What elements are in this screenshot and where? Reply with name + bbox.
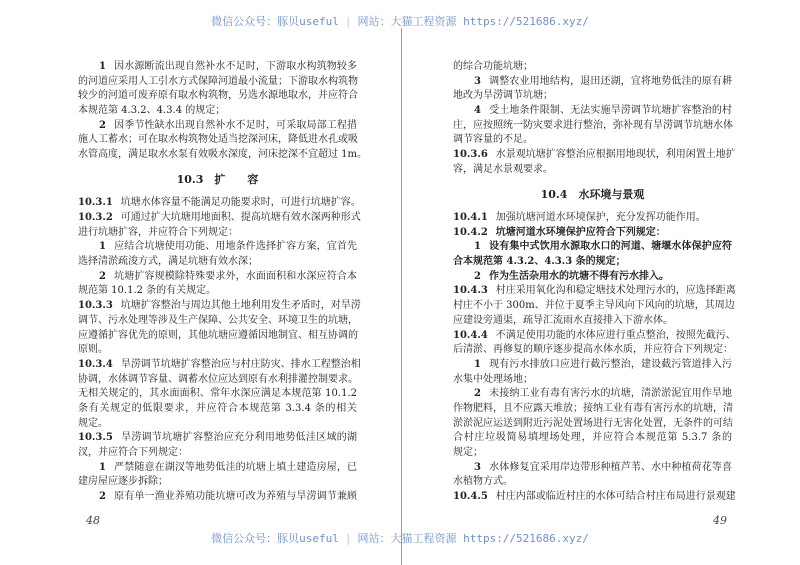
line-text: 坑塘河道水环境保护应符合下列规定： (495, 226, 666, 238)
text-line (453, 431, 732, 446)
line-text: 旱涝调节坑塘扩容整治应与村庄防灾、排水工程整治相 (120, 358, 361, 370)
list-item-line (78, 461, 357, 476)
list-item-line (78, 490, 357, 505)
line-text: 调节、污水处理等涉及生产保障、公共安全、环境卫生的坑塘， (78, 314, 358, 326)
line-text: 原有单一渔业养殖功能坑塘可改为养殖与旱涝调节兼顾 (113, 491, 357, 503)
clause-line (453, 329, 736, 344)
clause-line (78, 431, 357, 446)
line-text: 水景观坑塘扩容整治应根据用地现状，利用闲置土地扩 (495, 149, 736, 161)
text-line (453, 402, 732, 417)
clause-number: 10.3.6 (453, 149, 488, 161)
clause-line (453, 490, 736, 505)
text-line (453, 89, 732, 104)
text-line (78, 329, 357, 344)
line-text: 协调，水体调节容量、调蓄水位应达到原有水利排灌控制要求。 (78, 373, 358, 385)
line-text: 不满足使用功能的水体应进行重点整治，按照先截污、 (495, 329, 736, 341)
line-text: 合本规范第 4.3.2、4.3.3 条的规定； (453, 256, 626, 268)
watermark-bottom (0, 530, 800, 546)
text-line (453, 314, 732, 329)
text-line (78, 475, 357, 490)
text-line (78, 373, 357, 388)
line-text: 坑塘水体容量不能满足功能要求时，可进行坑塘扩容。 (120, 197, 361, 209)
line-text: 选择清淤疏浚方式，满足坑塘有效水深； (78, 256, 258, 268)
list-item-line (78, 270, 357, 285)
right-page-number: 49 (713, 514, 727, 527)
item-number: 2 (474, 388, 481, 400)
list-item-line (78, 60, 357, 75)
clause-line (78, 196, 361, 211)
line-text: 施人工蓄水；可在取水构筑物处适当挖深河床，降低进水孔或吸 (78, 134, 358, 146)
text-line (78, 148, 368, 163)
line-text: 水体修复宜采用岸边带形种植芦苇、水中种植荷花等喜 (488, 461, 732, 473)
line-text: 作为生活杂用水的坑塘不得有污水排入。 (488, 270, 669, 282)
clause-number: 10.4.2 (453, 226, 488, 238)
line-text: 进行坑塘扩容，并应符合下列规定： (78, 226, 238, 238)
clause-line (453, 148, 736, 163)
watermark-site: 网站：大猫工程资源 https://521686.xyz/ (357, 532, 589, 545)
list-item-line (453, 104, 732, 119)
left-page-text (78, 60, 368, 505)
text-line (453, 60, 732, 75)
line-text: 因季节性缺水出现自然补水不足时，可采取局部工程措 (113, 119, 357, 131)
text-line (453, 475, 732, 490)
text-line (78, 284, 357, 299)
text-line (78, 226, 357, 241)
clause-number: 10.3.2 (78, 212, 113, 223)
line-text: 后清淤、再修复的顺序逐步提高水体水质，并应符合下列规定： (453, 344, 733, 356)
clause-line (453, 226, 732, 241)
text-line (78, 446, 357, 461)
line-text: 规定。 (78, 417, 108, 429)
watermark-wechat: 微信公众号：豚贝useful (211, 532, 339, 545)
text-line (78, 89, 357, 104)
text-line (453, 255, 732, 270)
line-text: 现有污水排放口应进行截污整治，建设截污管道排入污 (488, 358, 732, 370)
section-heading: 10.4 水环境与景观 (540, 187, 645, 201)
text-line (78, 104, 357, 119)
text-line (78, 343, 357, 358)
clause-line (78, 299, 361, 314)
line-text: 受土地条件限制、无法实施旱涝调节坑塘扩容整治的村 (488, 105, 732, 117)
text-line (78, 133, 357, 148)
line-text: 坑塘扩容整治与周边其他土地利用发生矛盾时，对旱涝 (120, 300, 361, 312)
text-line (78, 255, 357, 270)
text-line (78, 314, 357, 329)
list-item-line (453, 461, 732, 476)
text-line (453, 119, 732, 134)
watermark-site: 网站：大猫工程资源 https://521686.xyz/ (357, 15, 589, 28)
list-item-line (453, 240, 732, 255)
line-text: 加强坑塘河道水环境保护，充分发挥功能作用。 (495, 212, 706, 223)
line-text: 条有关规定的低限要求，并应符合本规范第 3.3.4 条的相关 (78, 402, 357, 414)
watermark-separator: | (344, 15, 352, 28)
line-text: 严禁随意在湖汊等地势低洼的坑塘上填土建造房屋，已 (113, 461, 357, 473)
line-text: 的综合功能坑塘； (453, 61, 533, 72)
item-number: 1 (99, 241, 106, 253)
clause-number: 10.4.5 (453, 491, 488, 503)
item-number: 2 (99, 270, 106, 282)
line-text: 坑塘扩容规模除特殊要求外，水面面积和水深应符合本 (113, 270, 357, 282)
item-number: 2 (99, 119, 106, 131)
line-text: 本规范第 4.3.2、4.3.4 的规定； (78, 105, 226, 117)
clause-number: 10.3.4 (78, 358, 113, 370)
clause-number: 10.3.3 (78, 300, 113, 312)
item-number: 3 (474, 75, 481, 87)
line-text: 调节容量的不足。 (453, 134, 533, 146)
watermark-top (0, 13, 800, 29)
line-text: 合村庄垃圾简易填埋场处理，并应符合本规范第 5.3.7 条的 (453, 432, 732, 444)
item-number: 4 (474, 105, 481, 117)
text-line (453, 299, 735, 314)
text-line (453, 133, 732, 148)
right-page-text (453, 60, 736, 505)
clause-number: 10.4.1 (453, 212, 488, 223)
item-number: 1 (474, 358, 481, 370)
text-line (78, 75, 357, 90)
line-text: 村庄内部或临近村庄的水体可结合村庄布局进行景观建 (495, 491, 736, 503)
line-text: 淤淤泥应运送到附近污泥处置场进行无害化处置，无条件的可结 (453, 417, 733, 429)
line-text: 作物肥料，且不应露天堆放；接纳工业有毒有害污水的坑塘，清 (453, 402, 733, 414)
clause-line (78, 358, 361, 373)
item-number: 1 (474, 241, 481, 253)
section-heading: 10.3 扩 容 (176, 172, 259, 186)
item-number: 2 (474, 270, 481, 282)
list-item-line (453, 270, 732, 285)
clause-line (78, 211, 361, 226)
line-text: 应结合坑塘使用功能、用地条件选择扩容方案，宜首先 (113, 241, 357, 253)
clause-number: 10.4.4 (453, 329, 488, 341)
line-text: 因水源断流出现自然补水不足时，下游取水构筑物较多 (113, 61, 357, 72)
line-text: 应遵循扩容优先的原则，其他坑塘应遵循因地制宜、相互协调的 (78, 329, 358, 341)
line-text: 地改为旱涝调节坑塘； (453, 90, 553, 102)
clause-number: 10.3.1 (78, 197, 113, 209)
text-line (78, 402, 357, 417)
line-text: 的河道应采用人工引水方式保障河道最小流量；下游取水构筑物 (78, 75, 358, 87)
list-item-line (453, 387, 732, 402)
item-number: 3 (474, 461, 481, 473)
line-text: 村庄不小于 300m、并位于夏季主导风向下风向的坑塘，其周边 (453, 300, 735, 312)
item-number: 2 (99, 491, 106, 503)
text-line (453, 373, 732, 388)
text-line (78, 387, 357, 402)
item-number: 1 (99, 61, 106, 72)
line-text: 原则。 (78, 344, 108, 356)
clause-line (453, 211, 732, 226)
line-text: 较少的河道可废弃原有取水构筑物，另选水源地取水，并应符合 (78, 90, 358, 102)
page-gutter-divider (401, 28, 402, 565)
line-text: 水管高度，满足取水水泵有效吸水深度，河床挖深不宜超过 1m。 (78, 149, 368, 161)
line-text: 村庄采用氧化沟和稳定塘技术处理污水的，应选择距离 (495, 285, 736, 297)
line-text: 水植物方式。 (453, 476, 513, 488)
clause-number: 10.4.3 (453, 285, 488, 297)
text-line (453, 417, 732, 432)
line-text: 建房屋应逐步拆除； (78, 476, 168, 488)
text-line (78, 417, 357, 432)
line-text: 设有集中式饮用水源取水口的河道、塘堰水体保护应符 (488, 241, 732, 253)
clause-line (453, 284, 736, 299)
line-text: 汊，并应符合下列规定： (78, 447, 188, 458)
line-text: 旱涝调节坑塘扩容整治应充分利用地势低洼区域的湖 (120, 432, 357, 444)
text-line (453, 163, 732, 178)
clause-number: 10.3.5 (78, 432, 113, 444)
line-text: 未接纳工业有毒有害污水的坑塘，清淤淤泥宜用作旱地 (488, 388, 732, 400)
text-line (453, 446, 732, 461)
text-line (453, 343, 732, 358)
line-text: 容，满足水景观要求。 (453, 163, 553, 175)
line-text: 应建设旁通渠，疏导汇流雨水直接排入下游水体。 (453, 314, 673, 326)
left-page-number: 48 (86, 514, 100, 527)
item-number: 1 (99, 461, 106, 473)
line-text: 水集中处理场地； (453, 373, 533, 385)
line-text: 无相关规定的，其水面面积、常年水深应满足本规范第 10.1.2 (78, 388, 357, 400)
watermark-wechat: 微信公众号：豚贝useful (211, 15, 339, 28)
line-text: 可通过扩大坑塘用地面积、提高坑塘有效水深两种形式 (120, 212, 361, 223)
watermark-separator: | (344, 532, 352, 545)
line-text: 规范第 10.1.2 条的有关规定。 (78, 285, 217, 297)
line-text: 庄，应按照统一防灾要求进行整治，弥补现有旱涝调节坑塘水体 (453, 119, 733, 131)
list-item-line (453, 358, 732, 373)
list-item-line (453, 75, 732, 90)
line-text: 调整农业用地结构，退田还湖，宜将地势低洼的原有耕 (488, 75, 732, 87)
list-item-line (78, 119, 357, 134)
line-text: 规定； (453, 447, 483, 458)
list-item-line (78, 240, 357, 255)
